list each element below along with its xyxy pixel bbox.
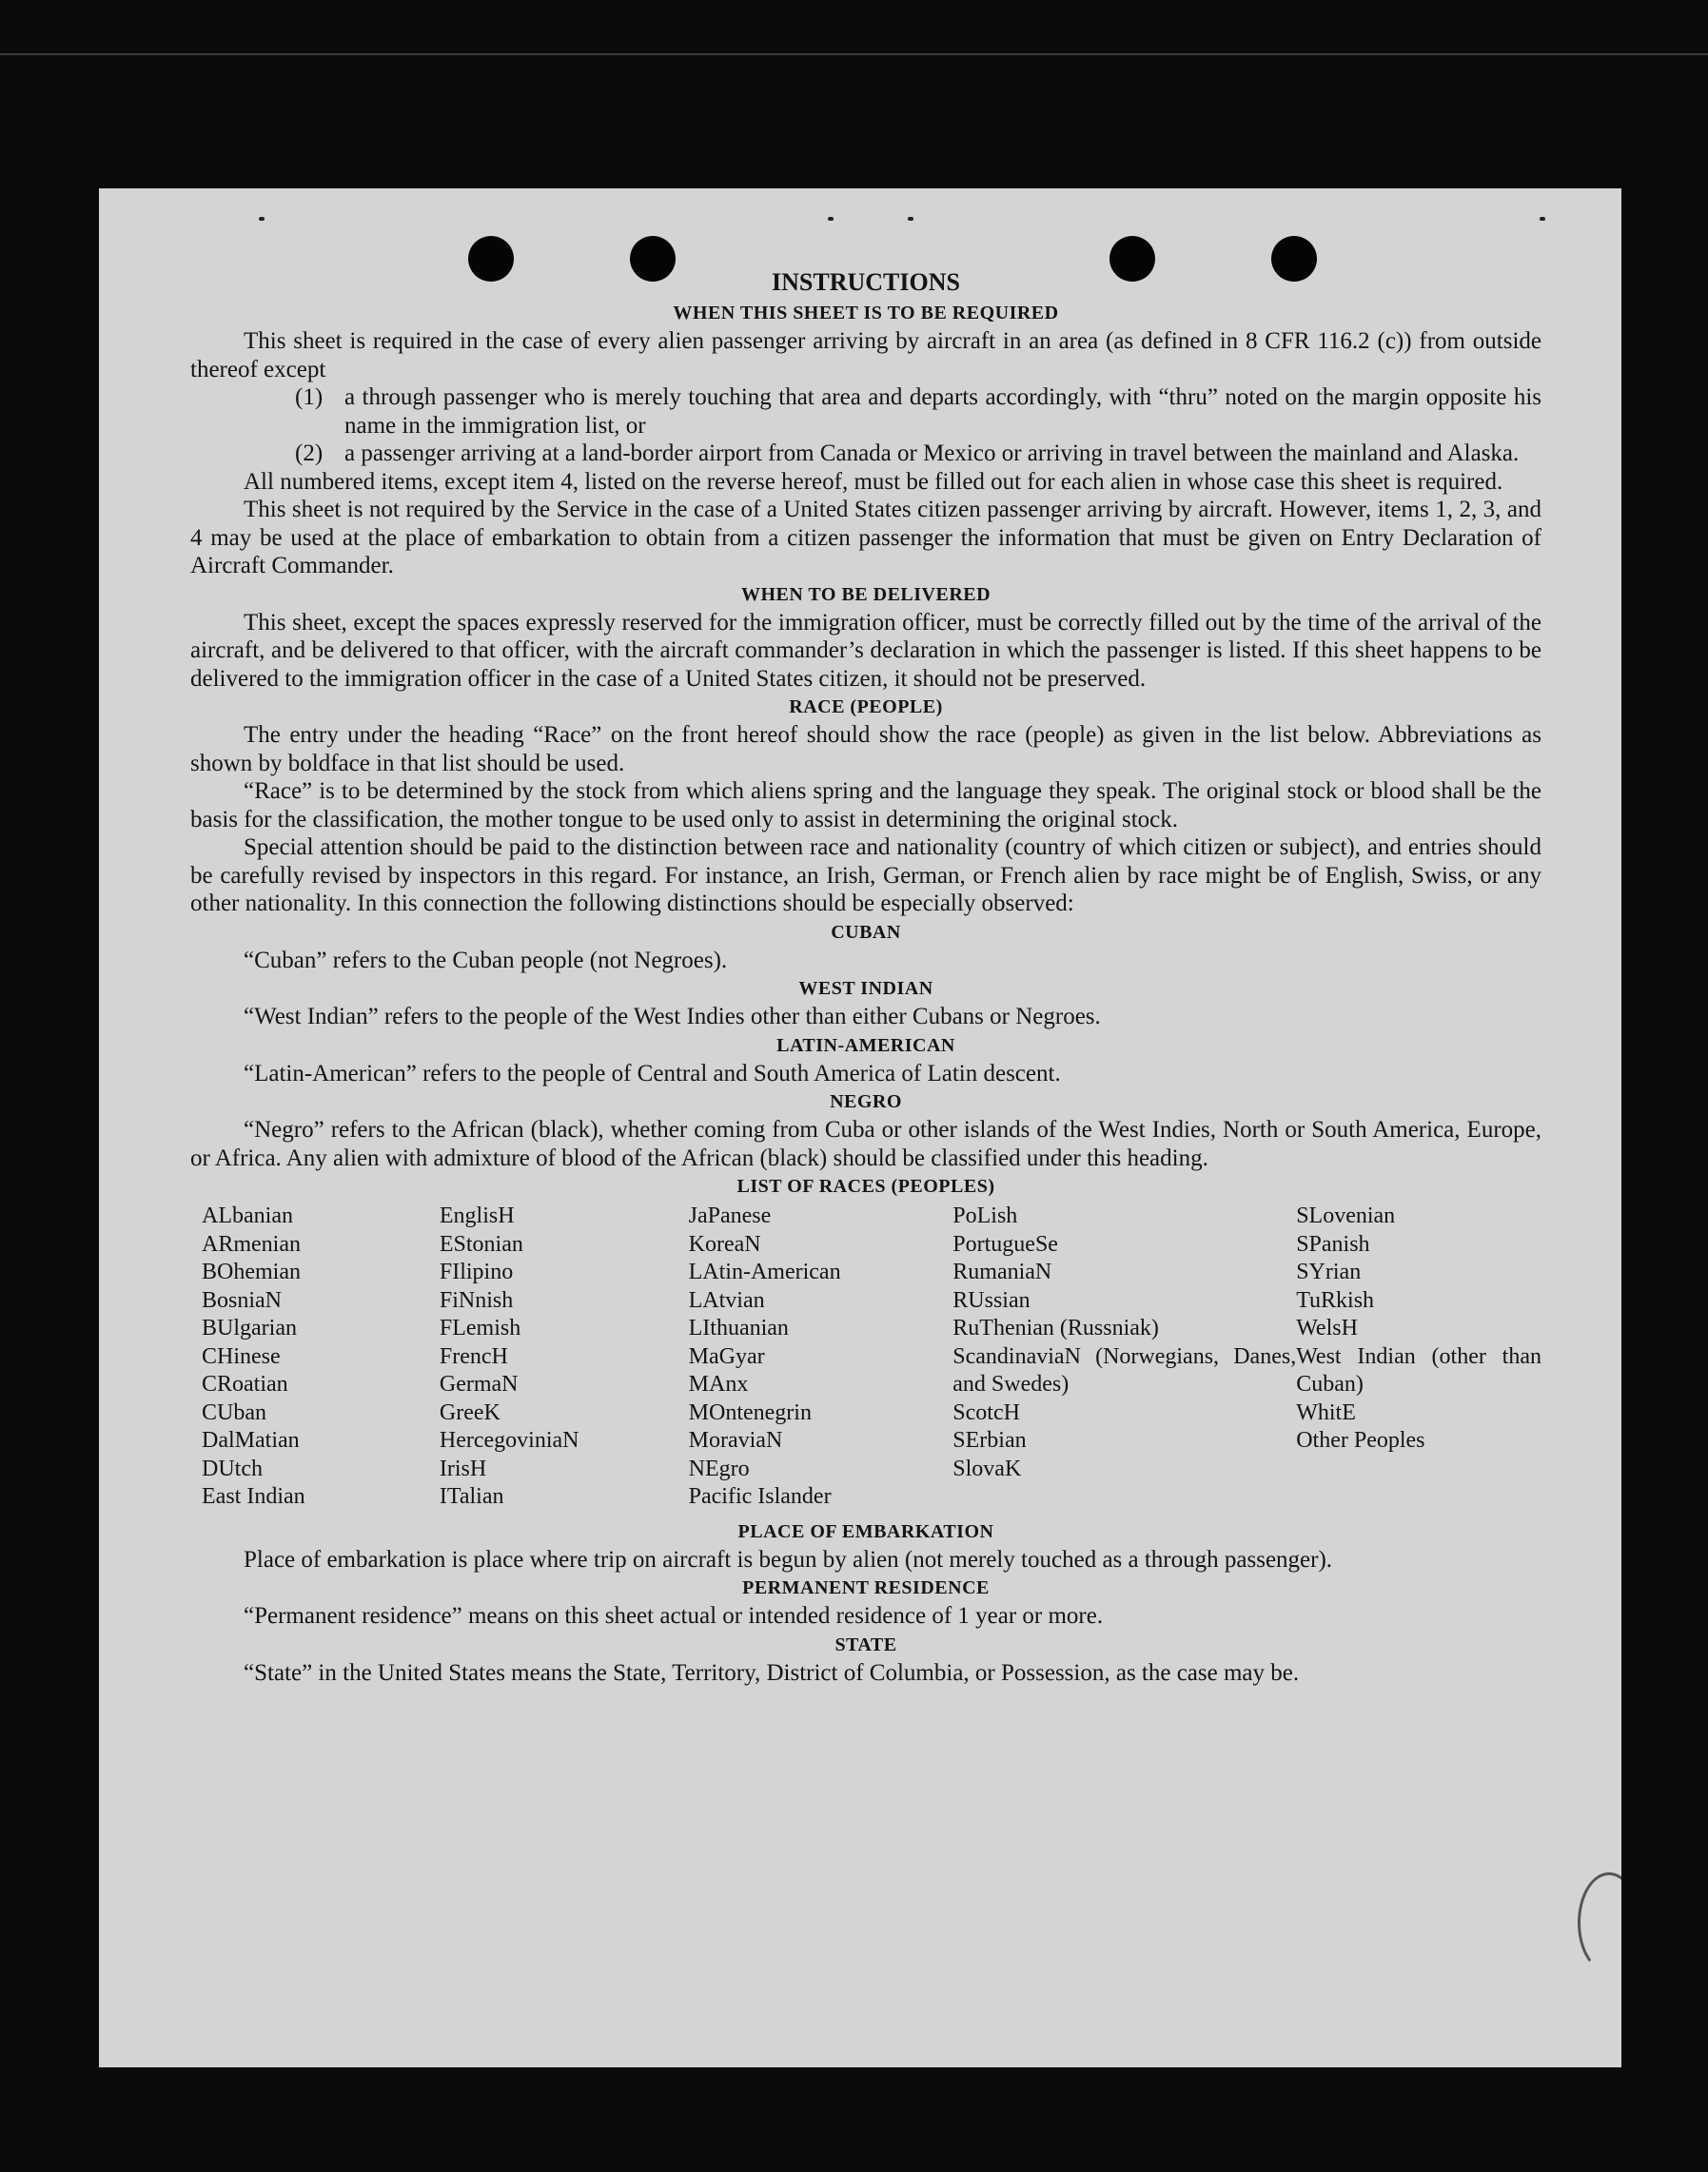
race-entry: SPanish [1296, 1231, 1370, 1257]
race-list-grid [190, 1203, 1541, 1512]
scan-speck [828, 217, 834, 221]
exception-item [190, 383, 1541, 440]
race-entry: BOhemian [202, 1260, 301, 1284]
page-curl [1578, 1872, 1621, 1973]
race-entry: FIlipino [439, 1260, 514, 1284]
race-entry: West Indian (other than Cuban) [1296, 1343, 1541, 1397]
section-heading-latin-american: LATIN-AMERICAN [776, 1034, 955, 1056]
residence-text: “Permanent residence” means on this sheet actual or intended residence of 1 year or more. [244, 1603, 1104, 1629]
race-entry: HercegoviniaN [439, 1428, 579, 1453]
scan-speck [1540, 217, 1545, 221]
when-required-para-1: All numbered items, except item 4, listed on the reverse hereof, must be filled out for each alien in whose case this sheet is required. [244, 468, 1503, 495]
race-entry: RuThenian (Russniak) [952, 1316, 1159, 1340]
race-entry: ALbanian [202, 1203, 293, 1228]
race-entry: SlovaK [952, 1456, 1022, 1481]
race-entry: SErbian [952, 1428, 1027, 1453]
race-entry: ARmenian [202, 1231, 301, 1257]
race-entry: CHinese [202, 1343, 281, 1369]
race-column [1296, 1203, 1541, 1512]
race-entry: JaPanese [688, 1203, 772, 1228]
section-heading-embarkation: PLACE OF EMBARKATION [737, 1520, 994, 1542]
race-para-2: “Race” is to be determined by the stock from which aliens spring and the language they speak. The original stock or blood shall be the basis for the classification, the mother tongue to be used only to assist in determining the original stock. [190, 778, 1541, 832]
scan-speck [259, 217, 265, 221]
race-entry: MOntenegrin [688, 1399, 812, 1425]
section-heading-when-delivered: WHEN TO BE DELIVERED [740, 583, 991, 605]
race-entry: LAtvian [688, 1287, 765, 1313]
when-required-intro: This sheet is required in the case of every alien passenger arriving by aircraft in an area (as defined in 8 CFR 116.2 (c)) from outside thereof except [190, 328, 1541, 382]
latin-american-text: “Latin-American” refers to the people of Central and South America of Latin descent. [244, 1060, 1061, 1086]
race-entry: Pacific Islander [688, 1484, 832, 1509]
race-entry: ScotcH [952, 1399, 1020, 1425]
instructions-content [190, 266, 1541, 1687]
section-heading-state: STATE [834, 1634, 897, 1655]
document-sheet [99, 188, 1621, 2067]
race-column [202, 1203, 440, 1512]
race-entry: SLovenian [1296, 1203, 1396, 1228]
race-entry: CUban [202, 1399, 266, 1425]
scan-edge-line [0, 53, 1708, 55]
section-heading-west-indian: WEST INDIAN [798, 978, 933, 999]
exception-item [190, 440, 1541, 468]
race-entry: DUtch [202, 1456, 263, 1481]
section-heading-negro: NEGRO [830, 1091, 902, 1112]
race-column [952, 1203, 1296, 1512]
race-entry: SYrian [1296, 1260, 1362, 1284]
race-entry: NEgro [688, 1456, 750, 1481]
race-entry: FiNnish [439, 1287, 514, 1313]
race-para-3: Special attention should be paid to the distinction between race and nationality (country of which citizen or subject), and entries should be carefully revised by inspectors in this regard. For instance, an Irish, German, or French alien by race might be of English, Swiss, or any other nationality. In this connection the following distinctions should be especially observed: [190, 834, 1541, 916]
item-text: a through passenger who is merely touching that area and departs accordingly, with “thru” noted on the margin opposite his name in the immigration list, or [344, 384, 1541, 439]
race-entry: WelsH [1296, 1316, 1358, 1340]
race-column [440, 1203, 689, 1512]
when-delivered-text: This sheet, except the spaces expressly reserved for the immigration officer, must be correctly filled out by the time of the arrival of the aircraft, and be delivered to that officer, with the aircraft commander’s declaration in which the passenger is listed. If this sheet happens to be delivered to the immigration officer in the case of a United States citizen, it should not be preserved. [190, 609, 1541, 692]
race-entry: MAnx [688, 1372, 749, 1397]
state-text: “State” in the United States means the State, Territory, District of Columbia, or Possession, as the case may be. [244, 1659, 1300, 1686]
race-entry: LAtin-American [688, 1260, 841, 1284]
race-entry: LIthuanian [688, 1316, 789, 1340]
race-entry: MoraviaN [688, 1428, 783, 1453]
race-entry: FrencH [439, 1343, 508, 1369]
race-entry: DalMatian [202, 1428, 300, 1453]
race-entry: CRoatian [202, 1372, 288, 1397]
race-entry: ScandinaviaN (Norwegians, Danes, and Swedes) [952, 1343, 1297, 1397]
race-entry: IrisH [439, 1456, 487, 1481]
race-entry: EStonian [439, 1231, 523, 1257]
race-entry: EnglisH [439, 1203, 515, 1228]
race-entry: ITalian [439, 1484, 504, 1509]
section-heading-list-of-races: LIST OF RACES (PEOPLES) [736, 1176, 995, 1197]
west-indian-text: “West Indian” refers to the people of the West Indies other than either Cubans or Negroes. [244, 1004, 1101, 1029]
race-entry: East Indian [202, 1484, 305, 1509]
section-heading-race: RACE (PEOPLE) [789, 696, 943, 717]
page-title: INSTRUCTIONS [772, 268, 960, 296]
race-entry: Other Peoples [1296, 1428, 1425, 1453]
section-heading-when-required: WHEN THIS SHEET IS TO BE REQUIRED [673, 303, 1059, 323]
race-entry: GreeK [439, 1399, 501, 1425]
race-column [689, 1203, 953, 1512]
race-para-1: The entry under the heading “Race” on the front hereof should show the race (people) as given in the list below. Abbreviations as shown by boldface in that list should be used. [190, 722, 1541, 776]
cuban-text: “Cuban” refers to the Cuban people (not Negroes). [244, 947, 728, 973]
race-entry: RUssian [952, 1287, 1031, 1313]
race-entry: GermaN [439, 1372, 519, 1397]
race-entry: RumaniaN [952, 1260, 1052, 1284]
race-entry: WhitE [1296, 1399, 1356, 1425]
race-entry: PortugueSe [952, 1231, 1058, 1257]
when-required-para-2: This sheet is not required by the Service in the case of a United States citizen passenger arriving by aircraft. However, items 1, 2, 3, and 4 may be used at the place of embarkation to obtain from a citizen passenger the information that must be given on Entry Declaration of Aircraft Commander. [190, 497, 1541, 578]
race-entry: BUlgarian [202, 1316, 297, 1340]
race-entry: TuRkish [1296, 1287, 1375, 1313]
race-entry: FLemish [439, 1316, 521, 1340]
item-text: a passenger arriving at a land-border airport from Canada or Mexico or arriving in travel between the mainland and Alaska. [344, 440, 1520, 466]
item-number: (1) [295, 384, 324, 410]
embarkation-text: Place of embarkation is place where trip on aircraft is begun by alien (not merely touched as a through passenger). [244, 1546, 1333, 1573]
race-entry: MaGyar [688, 1343, 765, 1369]
section-heading-cuban: CUBAN [831, 921, 901, 943]
race-entry: BosniaN [202, 1287, 282, 1313]
race-entry: PoLish [952, 1203, 1018, 1228]
race-entry: KoreaN [688, 1231, 761, 1257]
item-number: (2) [295, 440, 324, 466]
negro-text: “Negro” refers to the African (black), whether coming from Cuba or other islands of the West Indies, North or South America, Europe, or Africa. Any alien with admixture of blood of the African (black) should be classified under this heading. [190, 1117, 1541, 1171]
scan-speck [908, 217, 913, 221]
section-heading-residence: PERMANENT RESIDENCE [742, 1577, 990, 1598]
